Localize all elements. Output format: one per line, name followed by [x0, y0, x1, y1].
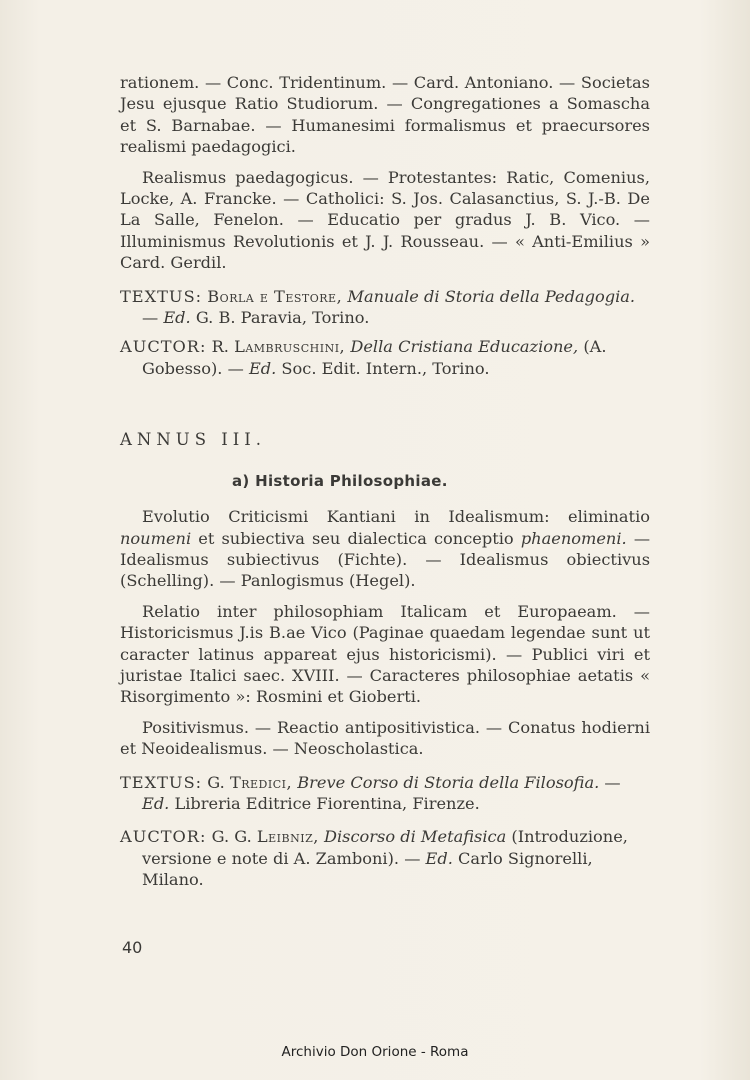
paragraph: Positivismus. — Reactio antipositivistica. — Conatus hodierni et Neoidealismus. — Neoscholastica.: [120, 717, 650, 759]
paragraph-text: et subiectiva seu dialectica conceptio: [198, 528, 514, 548]
reference-ed-label: Ed.: [248, 358, 277, 378]
reference-publisher: Soc. Edit. Intern., Torino.: [281, 358, 490, 378]
paragraph-italic: noumeni: [120, 528, 192, 548]
paragraph-text: — Idealismus subiectivus (Fichte). — Idealismus obiectivus (Schelling). — Panlogismus (Hegel).: [120, 528, 651, 591]
text-body: [120, 72, 650, 891]
reference-rest: (A. Gobesso). —: [142, 337, 607, 378]
reference-publisher: Libreria Editrice Fiorentina, Firenze.: [174, 793, 480, 813]
reference-ed-label: Ed.: [163, 308, 191, 328]
reference-author: Lambruschini,: [234, 337, 346, 357]
reference-ed-label: Ed.: [142, 793, 170, 813]
reference-initial: R.: [211, 337, 229, 357]
reference-ed-label: Ed.: [425, 848, 453, 868]
reference-publisher: Carlo Signorelli, Milano.: [142, 848, 593, 890]
reference-auctor: [120, 826, 650, 890]
reference-title: Breve Corso di Storia della Filosofia.: [297, 772, 600, 792]
reference-label: TEXTUS:: [120, 772, 203, 792]
reference-initial: G.: [207, 772, 225, 792]
reference-auctor: [120, 336, 650, 379]
page-number: 40: [122, 938, 143, 957]
reference-initial: G. G.: [211, 827, 252, 847]
reference-textus: TEXTUS: Borla e Testore, Manuale di Storia della Pedagogia. — Ed. G. B. Paravia, Torino.: [120, 286, 636, 328]
reference-author: Borla e Testore,: [207, 286, 343, 306]
reference-publisher: G. B. Paravia, Torino.: [195, 308, 370, 328]
paragraph: Relatio inter philosophiam Italicam et Europaeam. — Historicismus J.is B.ae Vico (Paginae quaedam legendae sunt ut caracter latinus appareat ejus historicismi). — Publici viri et juristae Italici saec. XVIII. — Caracteres philosophiae aetatis « Risorgimento »: Rosmini et Gioberti.: [120, 601, 650, 707]
paragraph: rationem. — Conc. Tridentinum. — Card. Antoniano. — Societas Jesu ejusque Ratio Studiorum. — Congregationes a Somascha et S. Barnabae. — Humanesimi formalismus et praecursores realismi paedagogici.: [120, 73, 650, 157]
reference-author: Tredici,: [229, 772, 293, 792]
paragraph: [120, 506, 650, 592]
reference-author: Leibniz,: [256, 827, 319, 847]
reference-rest: (Introduzione, versione e note di A. Zamboni). —: [142, 827, 628, 868]
reference-dash: —: [604, 772, 621, 792]
paragraph-italic: phaenomeni.: [520, 528, 627, 548]
reference-title: Manuale di Storia della Pedagogia.: [347, 286, 636, 306]
reference-label: TEXTUS:: [120, 286, 203, 306]
archive-footer: Archivio Don Orione - Roma: [281, 1044, 469, 1060]
section-heading: a) Historia Philosophiae.: [232, 471, 448, 490]
year-heading: ANNUS III.: [120, 430, 267, 450]
paragraph-text: Evolutio Criticismi Kantiani in Idealismum: eliminatio: [142, 507, 650, 527]
reference-label: AUCTOR:: [120, 827, 207, 847]
reference-title: Discorso di Metafisica: [324, 827, 507, 847]
reference-textus: [120, 772, 650, 815]
reference-title: Della Cristiana Educazione,: [350, 337, 579, 357]
paragraph: Realismus paedagogicus. — Protestantes: Ratic, Comenius, Locke, A. Francke. — Catholici: S. Jos. Calasanctius, S. J.-B. De La Salle, Fenelon. — Educatio per gradus J. B. Vico. — Illuminismus Revolutionis et J. J. Rousseau. — « Anti-Emilius » Card. Gerdil.: [120, 167, 650, 273]
reference-label: AUCTOR:: [120, 337, 207, 357]
